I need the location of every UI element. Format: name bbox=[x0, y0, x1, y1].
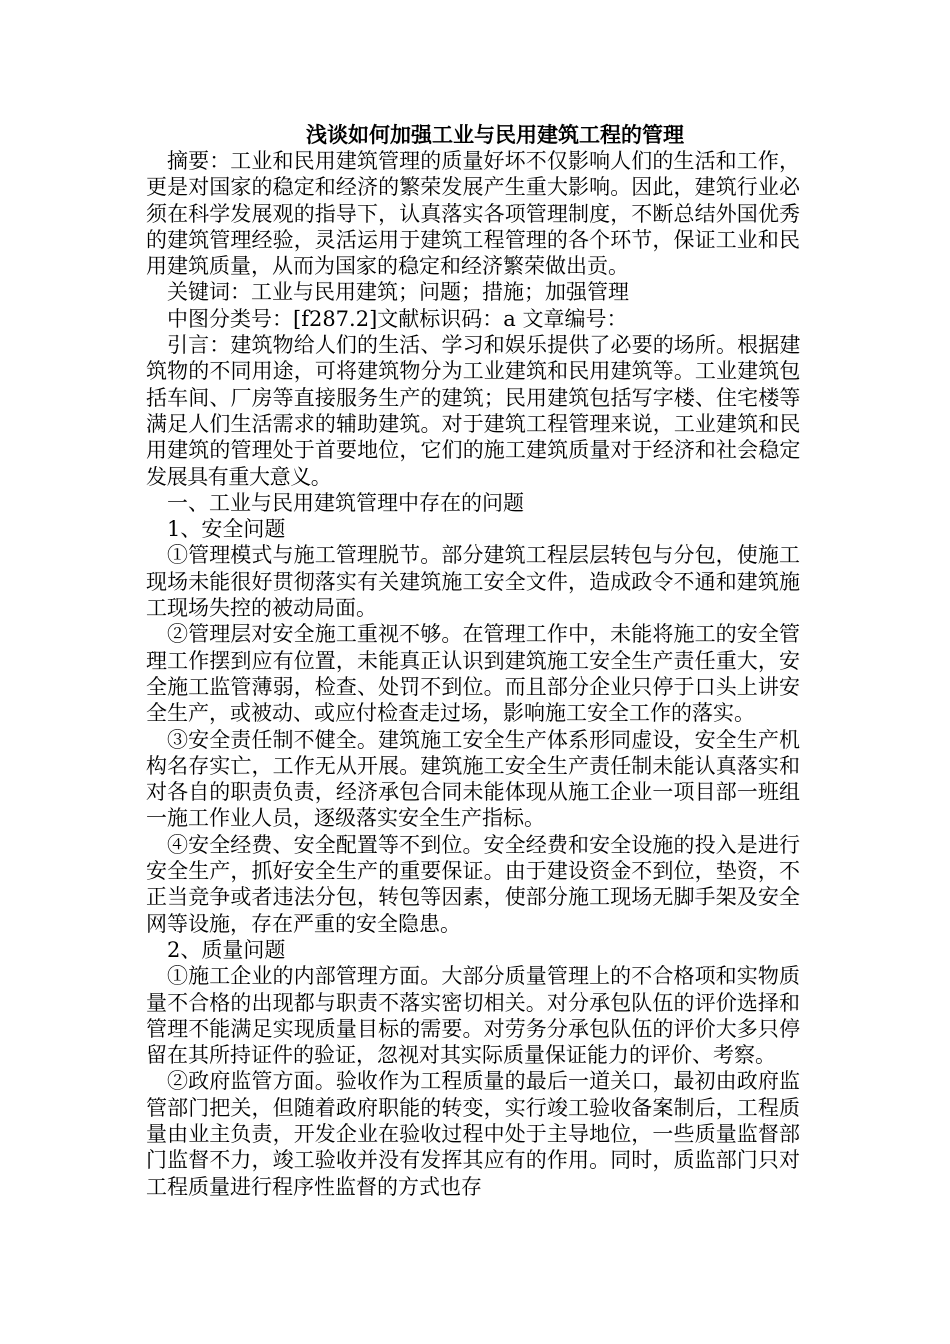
quality-item-1: ①施工企业的内部管理方面。大部分质量管理上的不合格项和实物质量不合格的出现都与职责不落实密切相关。对分承包队伍的评价选择和管理不能满足实现质量目标的需要。对劳务分承包队伍的评价大多只停留在其所持证件的验证，忽视对其实际质量保证能力的评价、考察。 bbox=[146, 964, 800, 1068]
safety-item-4: ④安全经费、安全配置等不到位。安全经费和安全设施的投入是进行安全生产，抓好安全生产的重要保证。由于建设资金不到位，垫资，不正当竞争或者违法分包，转包等因素，使部分施工现场无脚手架及安全网等设施，存在严重的安全隐患。 bbox=[146, 832, 800, 936]
section-heading-problems: 一、工业与民用建筑管理中存在的问题 bbox=[167, 490, 524, 515]
document-title: 浅谈如何加强工业与民用建筑工程的管理 bbox=[306, 123, 684, 147]
subsection-heading-safety: 1、安全问题 bbox=[167, 517, 286, 542]
quality-item-2: ②政府监管方面。验收作为工程质量的最后一道关口，最初由政府监管部门把关，但随着政府职能的转变，实行竣工验收备案制后，工程质量由业主负责，开发企业在验收过程中处于主导地位，一些质量监督部门监督不力，竣工验收并没有发挥其应有的作用。同时，质监部门只对工程质量进行程序性监督的方式也存 bbox=[146, 1069, 800, 1199]
abstract-paragraph: 摘要：工业和民用建筑管理的质量好坏不仅影响人们的生活和工作，更是对国家的稳定和经济的繁荣发展产生重大影响。因此，建筑行业必须在科学发展观的指导下，认真落实各项管理制度，不断总结外国优秀的建筑管理经验，灵活运用于建筑工程管理的各个环节，保证工业和民用建筑质量，从而为国家的稳定和经济繁荣做出贡。 bbox=[146, 149, 800, 279]
introduction-paragraph: 引言：建筑物给人们的生活、学习和娱乐提供了必要的场所。根据建筑物的不同用途，可将建筑物分为工业建筑和民用建筑等。工业建筑包括车间、厂房等直接服务生产的建筑；民用建筑包括写字楼、住宅楼等满足人们生活需求的辅助建筑。对于建筑工程管理来说，工业建筑和民用建筑的管理处于首要地位，它们的施工建筑质量对于经济和社会稳定发展具有重大意义。 bbox=[146, 333, 800, 489]
keywords-paragraph: 关键词：工业与民用建筑；问题；措施；加强管理 bbox=[167, 280, 629, 305]
subsection-heading-quality: 2、质量问题 bbox=[167, 937, 286, 962]
safety-item-2: ②管理层对安全施工重视不够。在管理工作中，未能将施工的安全管理工作摆到应有位置，未能真正认识到建筑施工安全生产责任重大，安全施工监管薄弱，检查、处罚不到位。而且部分企业只停于口头上讲安全生产，或被动、或应付检查走过场，影响施工安全工作的落实。 bbox=[146, 622, 800, 726]
document-body bbox=[146, 120, 800, 1200]
classification-paragraph: 中图分类号：[f287.2]文献标识码：a 文章编号： bbox=[167, 306, 628, 331]
safety-item-3: ③安全责任制不健全。建筑施工安全生产体系形同虚设，安全生产机构名存实亡，工作无从开展。建筑施工安全生产责任制未能认真落实和对各自的职责负责，经济承包合同未能体现从施工企业一项目部一班组一施工作业人员，逐级落实安全生产指标。 bbox=[146, 727, 800, 831]
safety-item-1: ①管理模式与施工管理脱节。部分建筑工程层层转包与分包，使施工现场未能很好贯彻落实有关建筑施工安全文件，造成政令不通和建筑施工现场失控的被动局面。 bbox=[146, 543, 800, 621]
